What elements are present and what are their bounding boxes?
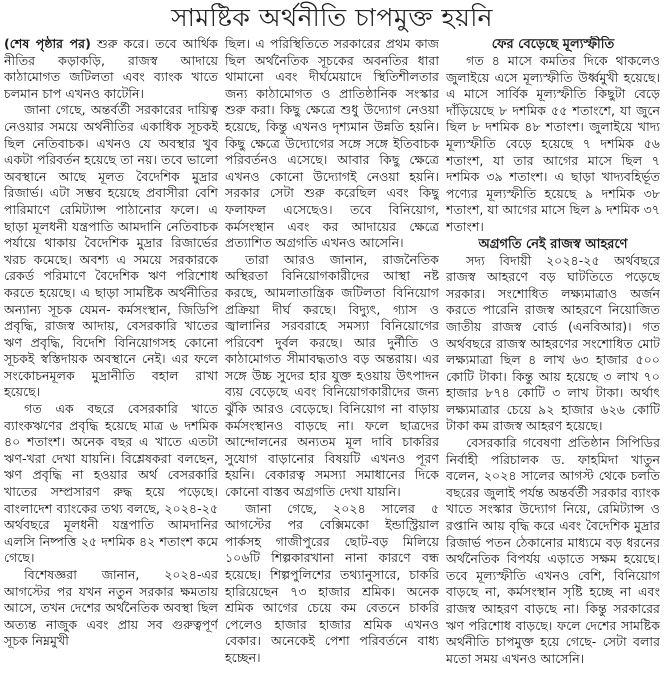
subheading-inflation: ফের বেড়েছে মূল্যস্ফীতি [491, 37, 615, 52]
paragraph: বেসরকারি গবেষণা প্রতিষ্ঠান সিপিডির নির্বাহী পরিচালক ড. ফাহমিদা খাতুন বলেন, ২০২৪ সালের আগস্ট থেকে চলতি বছরের জুলাই পর্যন্ত অন্তর্বর্তী সরকার ব্যাংক খাতে সংস্কার উদ্যোগ নিয়ে, রেমিট্যান্স ও রপ্তানি আয় বৃদ্ধি করে এবং বৈদেশিক মুদ্রার রিজার্ভ পতন ঠেকানোর মাধ্যমে বড় ধরনের অর্থনৈতিক বিপর্যয় এড়াতে সক্ষম হয়েছে। তবে মূল্যস্ফীতি এখনও বেশি, বিনিয়োগ বাড়ছে না, কর্মসংস্থান সৃষ্টি হচ্ছে না এবং রাজস্ব আহরণ বাড়ছে না। কিন্তু সরকারের ঋণ পরিশোধ বাড়ছে। ফলে দেশের সামষ্টিক অর্থনীতি চাপমুক্ত হয়ে গেছে- সেটা বলার মতো সময় এখনও আসেনি। [446, 435, 660, 666]
paragraph: সদ্য বিদায়ী ২০২৪-২৫ অর্থবছরে রাজস্ব আহরণে বড় ঘাটতিতে পড়েছে সরকার। সংশোধিত লক্ষ্যমাত্রাও অর্জন করতে পারেনি রাজস্ব আহরণে নিয়োজিত জাতীয় রাজস্ব বোর্ড (এনবিআর)। গত অর্থবছরে রাজস্ব আহরণের সংশোধিত মোট লক্ষ্যমাত্রা ছিল ৪ লাখ ৬৩ হাজার ৫০০ কোটি টাকা। কিন্তু আয় হয়েছে ৩ লাখ ৭০ হাজার ৮৭৪ কোটি ৩ লাখ টাকা। অর্থাৎ লক্ষ্যমাত্রার চেয়ে ৯২ হাজার ৬২৬ কোটি টাকা কম রাজস্ব আহরণ হয়েছে। [446, 252, 660, 434]
paragraph-text: শুরু করে। তবে আর্থিক নীতির কড়াকড়ি, রাজস্ব আদায়ে কাঠামোগত জটিলতা এবং ব্যাংক খাতে চলমান চাপ এখনও কাটেনি। [4, 36, 218, 101]
column-2 [225, 36, 439, 681]
subheading-revenue: অগ্রগতি নেই রাজস্ব আহরণে [478, 236, 628, 252]
paragraph: জানা গেছে, ২০২৪ সালের ৫ আগস্টের পর বেক্সিমকো ইন্ডাস্ট্রিয়াল পার্কসহ গাজীপুরের ছোট-বড় মিলিয়ে ১০৬টি শিল্পকারখানা নানা কারণে বন্ধ হয়েছে। শিল্পপুলিশের তথ্যানুসারে, চাকরি হারিয়েছেন ৭৩ হাজার শ্রমিক। অনেক শ্রমিক আগের চেয়ে কম বেতনে চাকরি পেলেও হাজার হাজার শ্রমিক এখনও বেকার। অনেকেই পেশা পরিবর্তনে বাধ্য হচ্ছেন। [225, 500, 439, 665]
paragraph: গত এক বছরে বেসরকারি খাতে ব্যাংকঋণের প্রবৃদ্ধি হয়েছে মাত্র ৬ দশমিক ৪০ শতাংশ। অনেক বছর এ খাতে এতটা ঋণ-খরা দেখা যায়নি। বিশ্লেষকরা বলছেন, ঋণ প্রবৃদ্ধি না হওয়ার অর্থ বেসরকারি খাতের সম্প্রসারণ রুদ্ধ হয়ে পড়েছে। বাংলাদেশ ব্যাংকের তথ্য বলছে, ২০২৪-২৫ অর্থবছরে মূলধনী যন্ত্রপাতি আমদানির এলসি নিষ্পত্তি ২৫ দশমিক ৪২ শতাংশ কমে গেছে। [4, 401, 218, 566]
paragraph: ছিল। এ পরিস্থিতিতে সরকারের প্রথম কাজ ছিল অর্থনৈতিক সূচকের অবনতির ধারা থামানো এবং দীর্ঘমেয়াদে স্থিতিশীলতার জন্য কাঠামোগত ও প্রাতিষ্ঠানিক সংস্কার শুরু করা। কিছু ক্ষেত্রে শুধু উদ্যোগ নেওয়া হয়েছে, কিন্তু এখনও দৃশ্যমান উন্নতি হয়নি। কিছু ক্ষেত্রে উদ্যোগের সঙ্গে সঙ্গে ইতিবাচক পরিবর্তনও এসেছে। আবার কিছু ক্ষেত্রে এখনও কোনো উদ্যোগই নেওয়া হয়নি। সরকার সেটা শুরু করেছিল এবং কিছু ফলাফল এসেছেও। তবে বিনিয়োগ, কর্মসংস্থান এবং কর আদায়ের ক্ষেত্রে প্রত্যাশিত অগ্রগতি এখনও আসেনি। [225, 36, 439, 251]
column-3 [446, 36, 660, 681]
paragraph: তারা আরও জানান, রাজনৈতিক অস্থিরতা বিনিয়োগকারীদের আস্থা নষ্ট করছে, আমলাতান্ত্রিক জটিলতা বিনিয়োগ প্রক্রিয়া দীর্ঘ করছে। বিদ্যুৎ, গ্যাস ও জ্বালানির সরবরাহে সমস্যা বিনিয়োগের পরিবেশ দুর্বল করছে। আর দুর্নীতি ও কাঠামোগত সীমাবদ্ধতাও বড় অন্তরায়। এর সঙ্গে উচ্চ সুদের হার যুক্ত হওয়ায় উৎপাদন ব্যয় বেড়েছে এবং বিনিয়োগকারীদের জন্য ঝুঁকি আরও বেড়েছে। বিনিয়োগ না বাড়ায় কর্মসংস্থানও বাড়ছে না। ফলে ছাত্রদের আন্দোলনের অন্যতম মূল দাবি চাকরির সুযোগ বাড়ানোর বিষয়টি এখনও পূরণ হয়নি। বেকারত্ব সমস্যা সমাধানের দিকে কোনো বাস্তব অগ্রগতি দেখা যায়নি। [225, 251, 439, 500]
article-body [0, 36, 664, 681]
paragraph: গত ৪ মাসে কমতির দিকে থাকলেও জুলাইয়ে এসে মূল্যস্ফীতি উর্ধ্বমুখী হয়েছে। এ মাসে সার্বিক মূল্যস্ফীতি কিছুটা বেড়ে দাঁড়িয়েছে ৮ দশমিক ৫৫ শতাংশে, যা জুনে ছিল ৮ দশমিক ৪৮ শতাংশ। জুলাইয়ে খাদ্য মূল্যস্ফীতি বেড়ে হয়েছে ৭ দশমিক ৫৬ শতাংশ, যা তার আগের মাসে ছিল ৭ দশমিক ৩৯ শতাংশ। এ ছাড়া খাদ্যবহির্ভূত পণ্যের মূল্যস্ফীতি হয়েছে ৯ দশমিক ৩৮ শতাংশ, যা আগের মাসে ছিল ৯ দশমিক ৩৭ শতাংশ। [446, 53, 660, 234]
headline: সামষ্টিক অর্থনীতি চাপমুক্ত হয়নি [171, 3, 493, 32]
column-1 [4, 36, 218, 681]
continued-from-label: (শেষ পৃষ্ঠার পর) [4, 36, 91, 51]
paragraph [4, 36, 218, 102]
paragraph: বিশেষজ্ঞরা জানান, ২০২৪-এর আগস্টের পর যখন নতুন সরকার ক্ষমতায় আসে, তখন দেশের অর্থনৈতিক অবস্থা ছিল অত্যন্ত নাজুক এবং প্রায় সব গুরুত্বপূর্ণ সূচক নিম্নমুখী [4, 567, 218, 649]
paragraph: জানা গেছে, অন্তর্বর্তী সরকারের দায়িত্ব নেওয়ার সময়ে অর্থনীতির একাধিক সূচকই ছিল নেতিবাচক। এখনও যে অবস্থার খুব একটা পরিবর্তন হয়েছে তা নয়। তবে ভালো অবস্থানে আছে মূলত বৈদেশিক মুদ্রার রিজার্ভ। এটা সম্ভব হয়েছে প্রবাসীরা বেশি পারিমাণে রেমিট্যান্স পাঠানোর ফলে। এ ছাড়া মূলধনী যন্ত্রপাতি আমদানি নেতিবাচক পর্যায়ে থাকায় বৈদেশিক মুদ্রার রিজার্ভের খরচ কমেছে। অবশ্য এ সময়ে সরকারকে রেকর্ড পরিমাণে বৈদেশিক ঋণ পরিশোধ করতে হয়েছে। এ ছাড়া সামষ্টিক অর্থনীতির অন্যান্য সূচক যেমন- কর্মসংস্থান, জিডিপি প্রবৃদ্ধি, রাজস্ব আদায়, বেসরকারি খাতের ঋণ প্রবৃদ্ধি, বিদেশি বিনিয়োগসহ কোনো সূচকই স্বস্তিদায়ক অবস্থানে নেই। এর ফলে সংকোচনমূলক মুদ্রানীতি বহাল রাখা হয়েছে। [4, 102, 218, 400]
